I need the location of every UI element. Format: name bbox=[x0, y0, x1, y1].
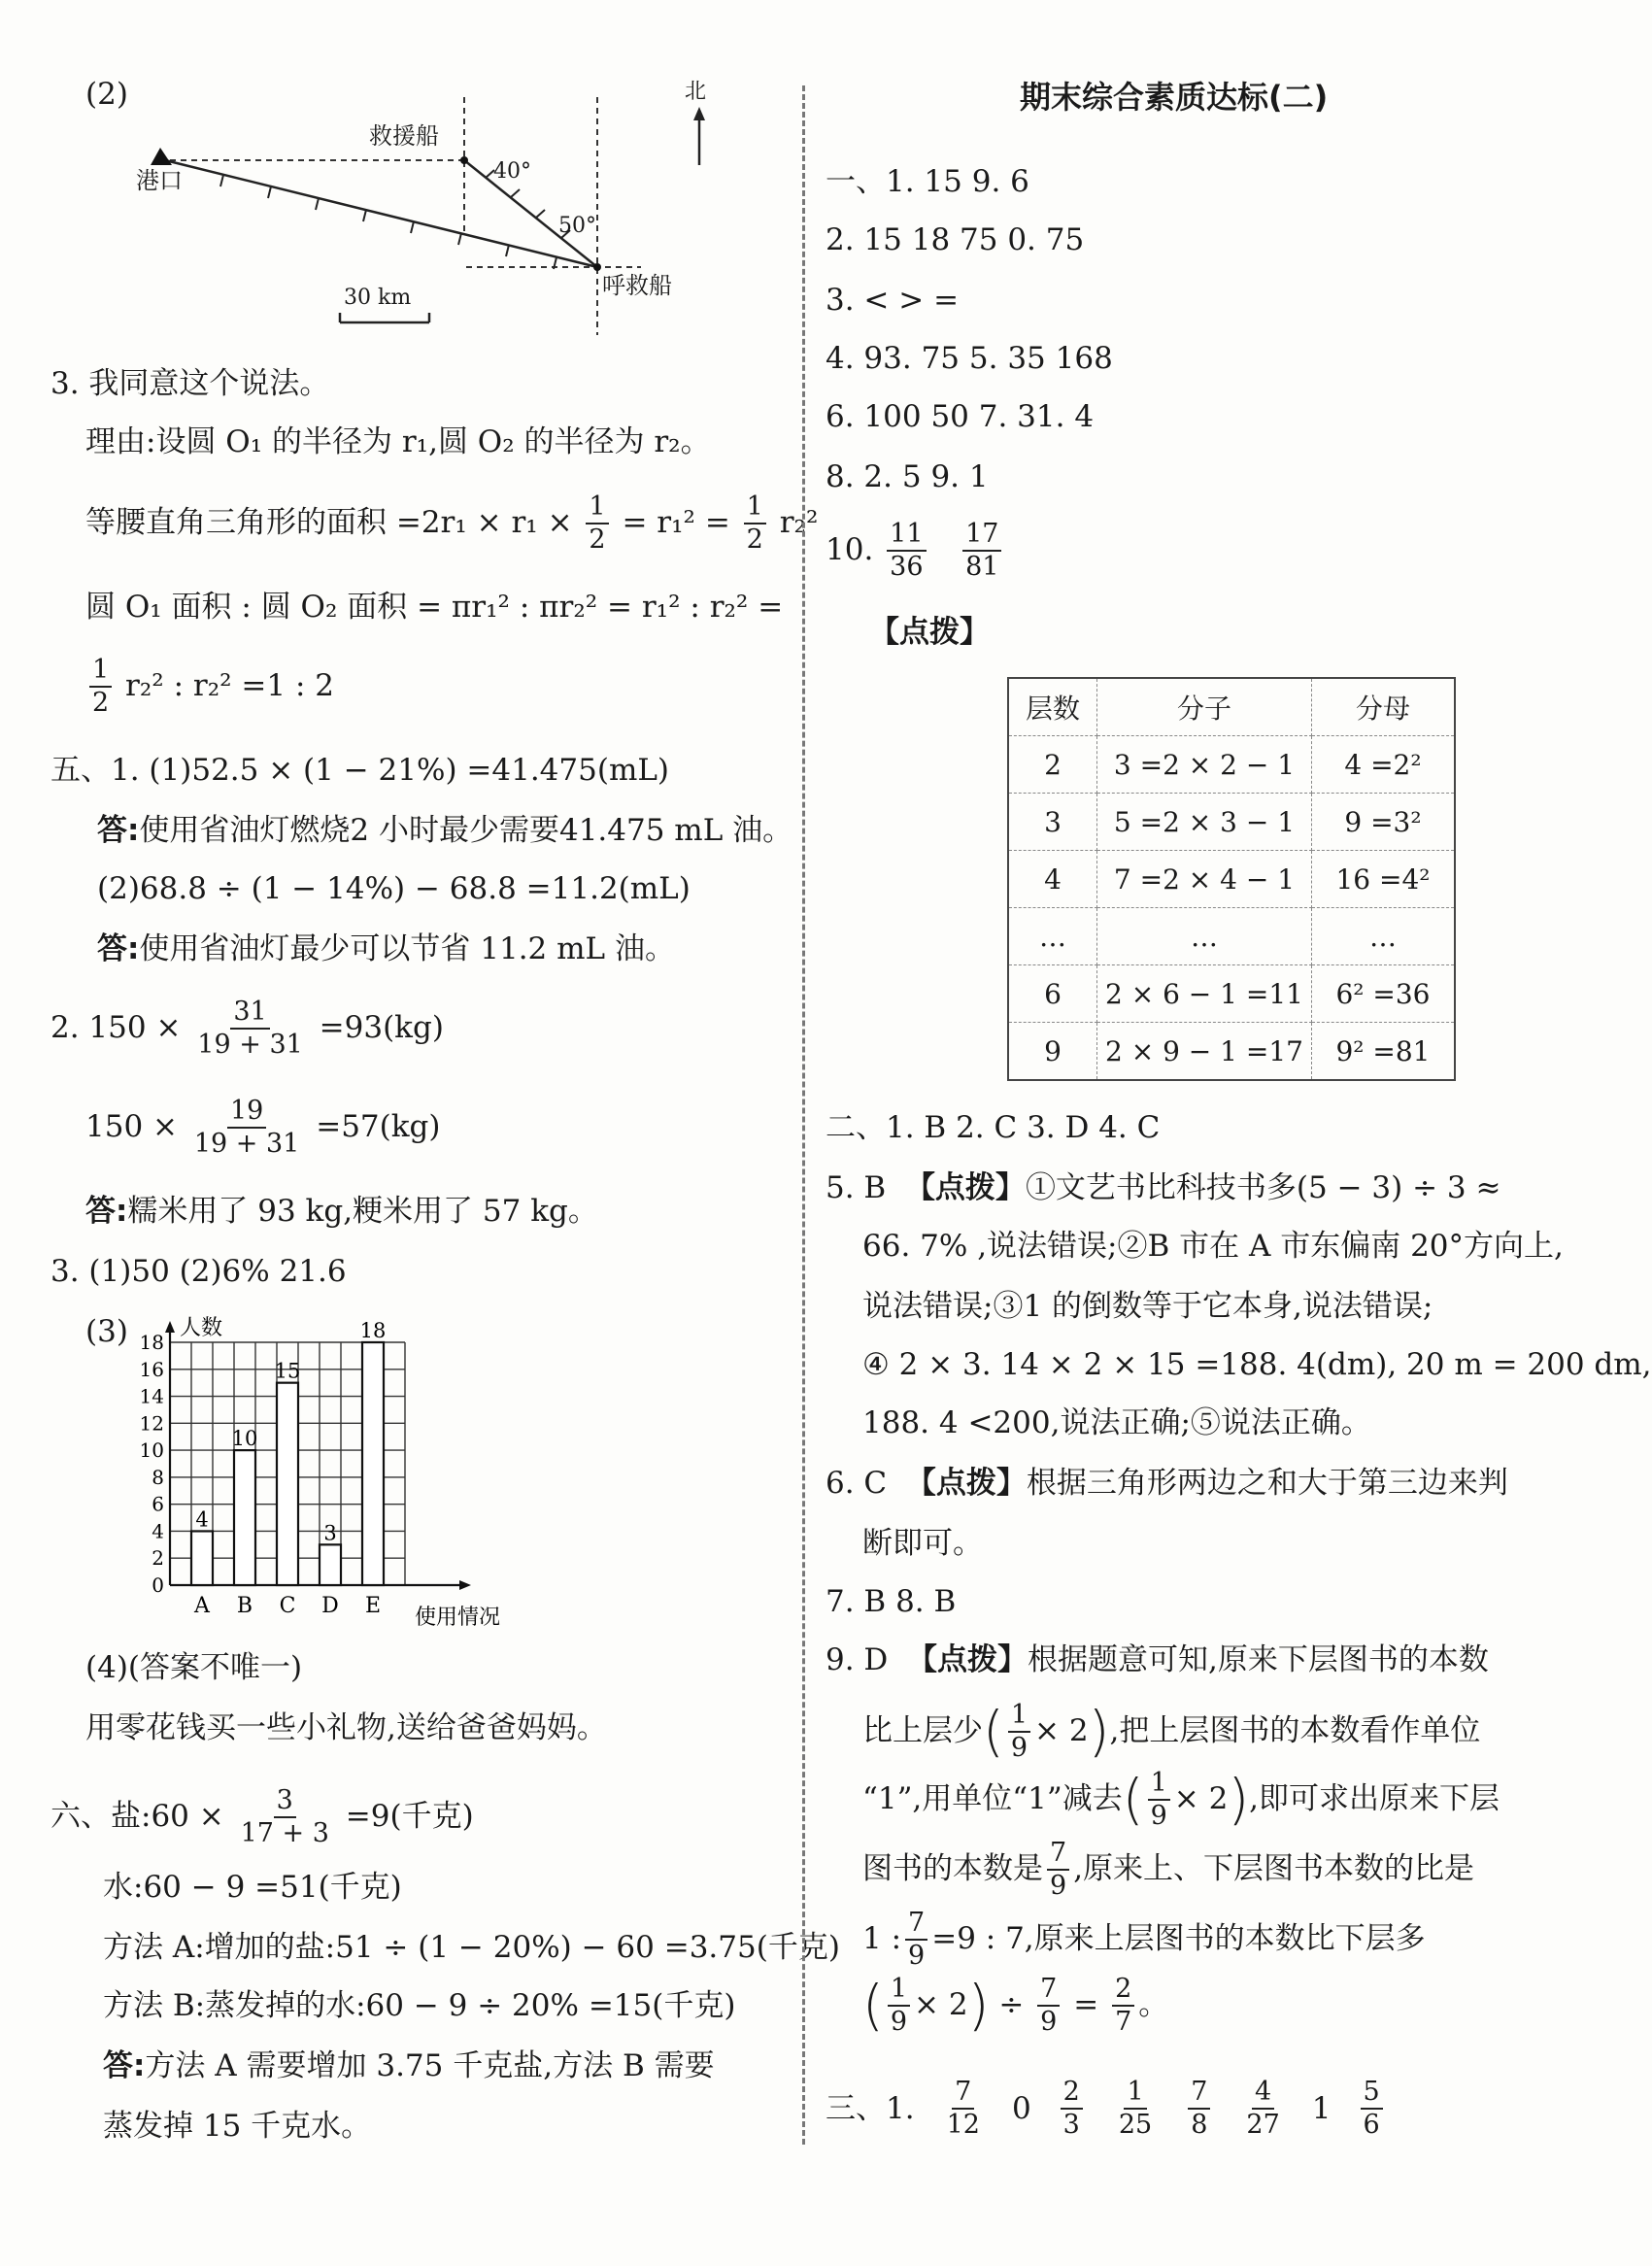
table-cell: 9² =81 bbox=[1311, 1023, 1455, 1081]
bar-value-label: 10 bbox=[231, 1427, 258, 1451]
y-axis-title: 人数 bbox=[180, 1316, 223, 1340]
table-cell: 3 =2 × 2 − 1 bbox=[1097, 736, 1312, 794]
distress-ship-label: 呼救船 bbox=[602, 272, 672, 299]
table-header-row bbox=[1008, 678, 1455, 736]
y-tick-label: 0 bbox=[152, 1573, 164, 1597]
table-header: 层数 bbox=[1008, 678, 1097, 736]
pattern-table bbox=[1007, 677, 1456, 1081]
table-row bbox=[1008, 794, 1455, 851]
rescue-ship-label: 救援船 bbox=[369, 122, 439, 150]
s5-q1-line2: (2)68.8 ÷ (1 − 14%) − 68.8 =11.2(mL) bbox=[97, 871, 691, 906]
s2-q9-line5: 1 : $\frac{7}{9}$ =9 : 7,原来上层图书的本数比下层多 bbox=[862, 1908, 1426, 1972]
table-row bbox=[1008, 851, 1455, 908]
fraction-19: $\frac{19}{19 + 31}$ bbox=[193, 1096, 300, 1160]
s2-q5-line2: 66. 7% ,说法错误;②B 市在 A 市东偏南 20°方向上, bbox=[862, 1229, 1564, 1264]
s2-q6-line1: 6. C 【点拨】根据三角形两边之和大于第三边来判 bbox=[826, 1466, 1508, 1501]
angle-50-label: 50° bbox=[558, 214, 596, 238]
s5-q1-answer1: 答:使用省油灯燃烧2 小时最少需要41.475 mL 油。 bbox=[97, 813, 793, 848]
y-tick-label: 8 bbox=[152, 1465, 164, 1489]
q3-line2-b: = r₁² = bbox=[622, 504, 730, 540]
x-tick-label: C bbox=[279, 1594, 296, 1618]
x-tick-label: A bbox=[194, 1594, 210, 1618]
s5-q2-line1: 2. 150 × $\frac{31}{19 + 31}$ =93(kg) bbox=[51, 997, 444, 1061]
table-row bbox=[1008, 965, 1455, 1023]
table-row bbox=[1008, 908, 1455, 965]
s6-answer2: 蒸发掉 15 千克水。 bbox=[103, 2109, 372, 2144]
s3-item: 1 bbox=[1311, 2090, 1332, 2126]
table-cell: 5 =2 × 3 − 1 bbox=[1097, 794, 1312, 851]
s2-q9-line2: 比上层少( $\frac{1}{9}$ × 2),把上层图书的本数看作单位 bbox=[862, 1700, 1481, 1764]
s5-q4-line2: 用零花钱买一些小礼物,送给爸爸妈妈。 bbox=[85, 1710, 607, 1745]
page-title: 期末综合素质达标(二) bbox=[1020, 79, 1329, 116]
q3-line2 bbox=[85, 493, 818, 555]
s5-q3-sub3: (3) bbox=[85, 1314, 128, 1349]
tip-label-1: 【点拨】 bbox=[869, 615, 990, 650]
s5-q4-line1: (4)(答案不唯一) bbox=[85, 1650, 303, 1685]
s2-q5-line5: 188. 4 <200,说法正确;⑤说法正确。 bbox=[862, 1405, 1371, 1440]
table-cell: 6 bbox=[1008, 965, 1097, 1023]
x-tick-label: D bbox=[321, 1594, 339, 1618]
fraction-half-2: $\frac{1}{2}$ bbox=[744, 493, 766, 555]
x-axis-title: 使用情况 bbox=[415, 1606, 501, 1630]
fraction-7-9-c: $\frac{7}{9}$ bbox=[1037, 1976, 1060, 2037]
bar bbox=[362, 1342, 384, 1585]
q3-head: 3. 我同意这个说法。 bbox=[51, 366, 330, 401]
s3-item: 0 bbox=[1011, 2090, 1031, 2126]
x-axis-arrow bbox=[459, 1580, 471, 1590]
s2-q5-line3: 说法错误;③1 的倒数等于它本身,说法错误; bbox=[862, 1289, 1433, 1324]
s1-line1: 一、1. 15 9. 6 bbox=[826, 164, 1029, 199]
fraction-1-9-c: $\frac{1}{9}$ bbox=[888, 1976, 910, 2037]
fraction-1-9: $\frac{1}{9}$ bbox=[1008, 1702, 1030, 1763]
s1-line3: 3. < > = bbox=[826, 283, 960, 318]
table-cell: 4 =2² bbox=[1311, 736, 1455, 794]
bar-value-label: 4 bbox=[195, 1507, 209, 1532]
bar-value-label: 18 bbox=[359, 1319, 387, 1342]
s2-q6-line2: 断即可。 bbox=[862, 1526, 983, 1561]
s6-answer1: 答:方法 A 需要增加 3.75 千克盐,方法 B 需要 bbox=[103, 2048, 715, 2083]
s3-item: $\frac{7}{8}$ bbox=[1188, 2079, 1210, 2140]
fraction-2-7: $\frac{2}{7}$ bbox=[1112, 1976, 1134, 2037]
s6-line2: 水:60 − 9 =51(千克) bbox=[103, 1870, 402, 1905]
y-tick-label: 6 bbox=[152, 1492, 164, 1516]
table-cell: 4 bbox=[1008, 851, 1097, 908]
s1-line7: 10. $\frac{11}{36}$ $\frac{17}{81}$ bbox=[826, 521, 1005, 582]
navigation-diagram bbox=[78, 68, 738, 350]
diagram-label: (2) bbox=[85, 77, 128, 112]
table-header: 分子 bbox=[1097, 678, 1312, 736]
bar-value-label: 3 bbox=[323, 1521, 337, 1545]
s1-line5: 6. 100 50 7. 31. 4 bbox=[826, 399, 1095, 434]
s2-q7-line: 7. B 8. B bbox=[826, 1584, 957, 1619]
s6-line1: 六、盐:60 × $\frac{3}{17 + 3}$ =9(千克) bbox=[51, 1785, 474, 1849]
table-cell: 9 =3² bbox=[1311, 794, 1455, 851]
y-tick-label: 2 bbox=[152, 1546, 164, 1571]
s6-line3: 方法 A:增加的盐:51 ÷ (1 − 20%) − 60 =3.75(千克) bbox=[103, 1930, 840, 1965]
fraction-11-36: $\frac{11}{36}$ bbox=[887, 521, 926, 582]
fraction-3: $\frac{3}{17 + 3}$ bbox=[240, 1785, 329, 1849]
fraction-31: $\frac{31}{19 + 31}$ bbox=[197, 997, 303, 1061]
fraction-7-9-b: $\frac{7}{9}$ bbox=[905, 1910, 927, 1971]
table-cell: 2 bbox=[1008, 736, 1097, 794]
column-divider bbox=[802, 85, 805, 2145]
table-cell: 7 =2 × 4 − 1 bbox=[1097, 851, 1312, 908]
bar-chart bbox=[126, 1311, 631, 1630]
scale-label: 30 km bbox=[344, 286, 412, 310]
table-header: 分母 bbox=[1311, 678, 1455, 736]
s1-line2: 2. 15 18 75 0. 75 bbox=[826, 222, 1085, 257]
bar bbox=[320, 1544, 341, 1585]
fraction-7-9: $\frac{7}{9}$ bbox=[1047, 1840, 1069, 1901]
s3-item: $\frac{2}{3}$ bbox=[1061, 2079, 1083, 2140]
fraction-1-9-b: $\frac{1}{9}$ bbox=[1148, 1770, 1170, 1831]
table-cell: 3 bbox=[1008, 794, 1097, 851]
bar bbox=[234, 1450, 255, 1585]
port-label: 港口 bbox=[136, 167, 183, 194]
table-cell: 6² =36 bbox=[1311, 965, 1455, 1023]
s5-q2-line2: 150 × $\frac{19}{19 + 31}$ =57(kg) bbox=[85, 1096, 441, 1160]
x-tick-label: E bbox=[364, 1594, 382, 1618]
table-cell: … bbox=[1008, 908, 1097, 965]
q3-line2-a: 等腰直角三角形的面积 =2r₁ × r₁ × bbox=[85, 504, 573, 540]
x-tick-label: B bbox=[236, 1594, 253, 1618]
y-tick-label: 16 bbox=[139, 1357, 164, 1381]
s5-q1-line1: 五、1. (1)52.5 × (1 − 21%) =41.475(mL) bbox=[51, 753, 670, 788]
q3-line4-text: r₂² : r₂² =1 : 2 bbox=[125, 667, 334, 703]
s3-item: $\frac{4}{27}$ bbox=[1246, 2077, 1280, 2141]
s2-q9-line3: “1”,用单位“1”减去( $\frac{1}{9}$ × 2),即可求出原来下层 bbox=[862, 1768, 1500, 1832]
s2-q5-line1: 5. B 【点拨】①文艺书比科技书多(5 − 3) ÷ 3 ≈ bbox=[826, 1170, 1501, 1205]
table-cell: 9 bbox=[1008, 1023, 1097, 1081]
s5-q2-answer: 答:糯米用了 93 kg,粳米用了 57 kg。 bbox=[85, 1194, 598, 1229]
table-cell: 2 × 6 − 1 =11 bbox=[1097, 965, 1312, 1023]
s5-q1-answer2: 答:使用省油灯最少可以节省 11.2 mL 油。 bbox=[97, 931, 675, 966]
y-tick-label: 14 bbox=[139, 1384, 164, 1408]
bar bbox=[191, 1531, 213, 1585]
angle-40-label: 40° bbox=[493, 159, 531, 184]
s2-q9-line6: ( $\frac{1}{9}$ × 2) ÷ $\frac{7}{9}$ = $\frac{2}{7}$ 。 bbox=[862, 1974, 1169, 2038]
fraction-17-81: $\frac{17}{81}$ bbox=[962, 521, 1001, 582]
north-label: 北 bbox=[685, 80, 707, 104]
table-cell: … bbox=[1311, 908, 1455, 965]
s2-q9-line4: 图书的本数是 $\frac{7}{9}$ ,原来上、下层图书本数的比是 bbox=[862, 1838, 1475, 1902]
q3-line2-c: r₂² bbox=[779, 504, 819, 540]
y-tick-label: 10 bbox=[139, 1438, 164, 1463]
s3-item: $\frac{1}{25}$ bbox=[1118, 2077, 1153, 2141]
table-row bbox=[1008, 1023, 1455, 1081]
s2-q9-line1: 9. D 【点拨】根据题意可知,原来下层图书的本数 bbox=[826, 1642, 1489, 1677]
s2-q5-line4: ④ 2 × 3. 14 × 2 × 15 =188. 4(dm), 20 m = 200 dm, bbox=[862, 1347, 1652, 1382]
bar bbox=[277, 1383, 298, 1585]
table-cell: 16 =4² bbox=[1311, 851, 1455, 908]
s3-label: 三、1. bbox=[826, 2090, 915, 2126]
y-tick-label: 4 bbox=[152, 1519, 164, 1543]
table-cell: 2 × 9 − 1 =17 bbox=[1097, 1023, 1312, 1081]
s3-line1 bbox=[826, 2079, 1387, 2140]
bar-value-label: 15 bbox=[274, 1359, 301, 1383]
y-axis-arrow bbox=[165, 1321, 175, 1333]
s3-item: $\frac{5}{6}$ bbox=[1361, 2079, 1383, 2140]
s1-line4: 4. 93. 75 5. 35 168 bbox=[826, 341, 1113, 376]
table-cell: … bbox=[1097, 908, 1312, 965]
s2-line1: 二、1. B 2. C 3. D 4. C bbox=[826, 1110, 1161, 1145]
y-tick-label: 18 bbox=[139, 1331, 164, 1354]
q3-line3: 圆 O₁ 面积 : 圆 O₂ 面积 = πr₁² : πr₂² = r₁² : r₂² = bbox=[85, 590, 784, 625]
s6-line4: 方法 B:蒸发掉的水:60 − 9 ÷ 20% =15(千克) bbox=[103, 1988, 736, 2023]
fraction-half-3: $\frac{1}{2}$ bbox=[89, 657, 112, 718]
fraction-half: $\frac{1}{2}$ bbox=[586, 493, 608, 555]
s5-q3-line1: 3. (1)50 (2)6% 21.6 bbox=[51, 1254, 347, 1289]
s3-item: $\frac{7}{12}$ bbox=[946, 2077, 980, 2141]
table-row bbox=[1008, 736, 1455, 794]
y-tick-label: 12 bbox=[139, 1411, 164, 1436]
q3-line4 bbox=[85, 657, 334, 718]
s1-line6: 8. 2. 5 9. 1 bbox=[826, 459, 989, 494]
q3-line1: 理由:设圆 O₁ 的半径为 r₁,圆 O₂ 的半径为 r₂。 bbox=[85, 424, 711, 459]
